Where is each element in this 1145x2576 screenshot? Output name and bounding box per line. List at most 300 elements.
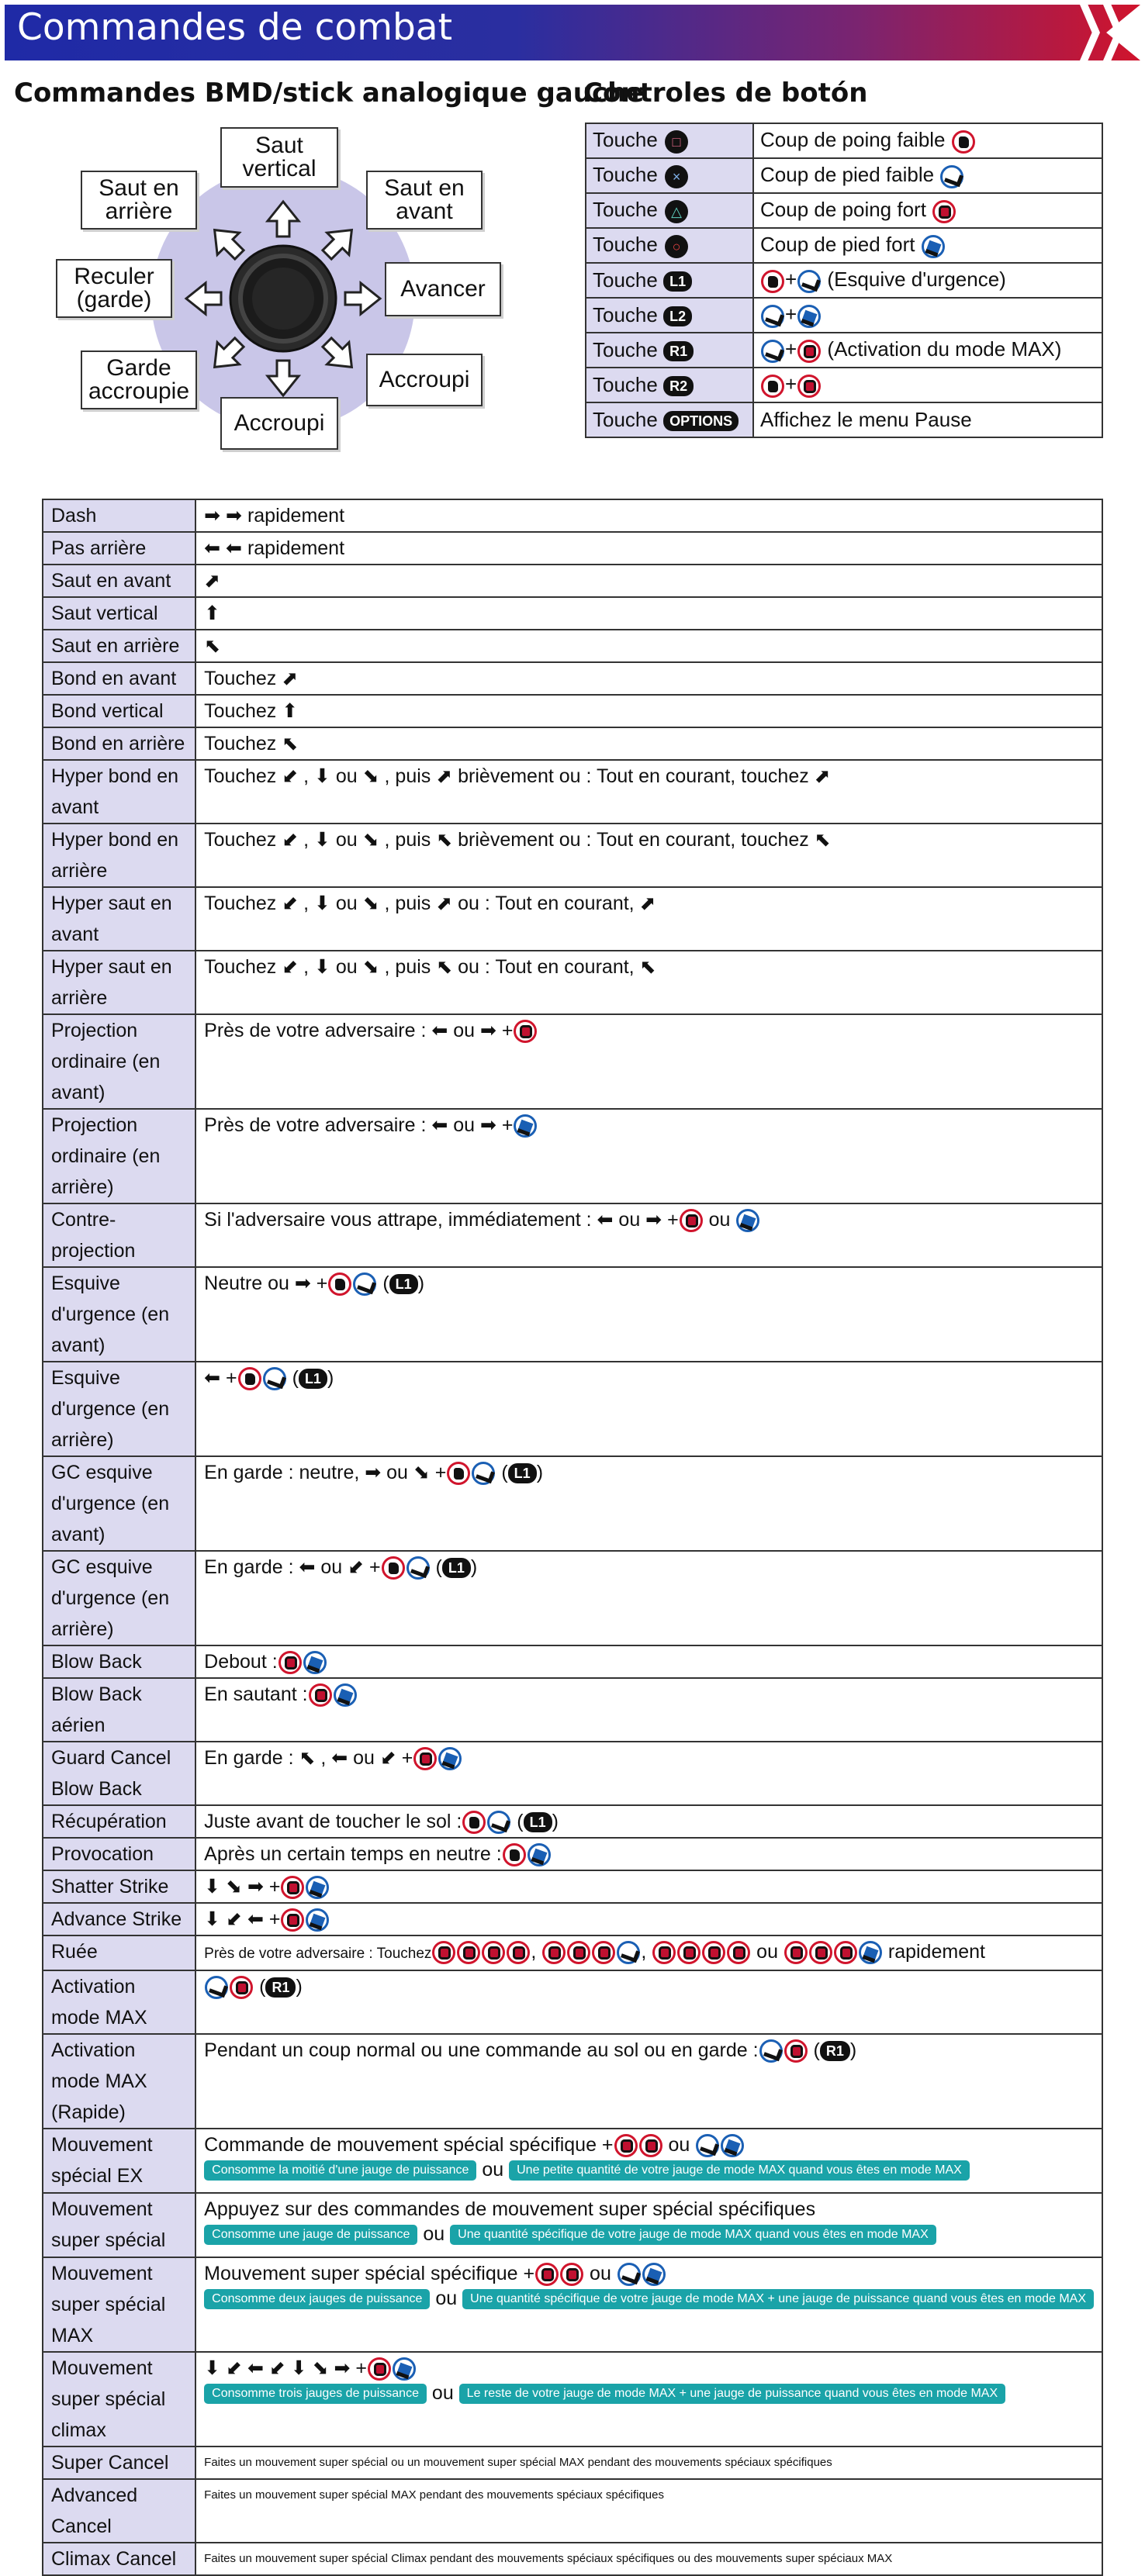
button-tag-r2: R2 bbox=[663, 376, 694, 396]
command-text: En garde : neutre, ➡ ou ⬊ + bbox=[204, 1462, 447, 1483]
command-text: ou bbox=[426, 2382, 459, 2404]
command-text: Faites un mouvement super spécial Climax pendant des mouvements spéciaux spécifiques ou des mouvements super spéciaux MAX bbox=[204, 2552, 893, 2565]
stick-label-up-back: Saut en arrière bbox=[81, 171, 197, 230]
heavy-punch-icon bbox=[702, 1941, 725, 1964]
command-row bbox=[43, 1109, 1102, 1203]
heavy-punch-icon bbox=[677, 1941, 700, 1964]
button-action bbox=[753, 263, 1102, 298]
heavy-kick-icon bbox=[334, 1683, 357, 1707]
condition-line bbox=[204, 2381, 1094, 2405]
command-input bbox=[195, 630, 1102, 662]
command-text: ⬆ bbox=[282, 700, 299, 722]
light-punch-icon bbox=[761, 270, 784, 293]
heavy-punch-icon bbox=[278, 1651, 302, 1674]
light-kick-icon bbox=[353, 1272, 376, 1296]
heavy-punch-icon bbox=[614, 2134, 638, 2157]
command-name: Projection ordinaire (en arrière) bbox=[43, 1109, 195, 1203]
command-name: Saut en arrière bbox=[43, 630, 195, 662]
command-text: Près de votre adversaire : Touchez bbox=[204, 1946, 432, 1962]
command-input bbox=[195, 1645, 1102, 1678]
heavy-punch-icon bbox=[507, 1941, 530, 1964]
command-name: Mouvement super spécial climax bbox=[43, 2352, 195, 2447]
command-text: Touchez ⬋ , ⬇ ou ⬊ , puis ⬉ ou : Tout en courant, ⬉ bbox=[204, 956, 656, 978]
command-name: Hyper bond en avant bbox=[43, 760, 195, 824]
light-kick-icon bbox=[761, 340, 784, 363]
command-input-line bbox=[204, 951, 1094, 982]
command-text: Commande de mouvement spécial spécifique + bbox=[204, 2134, 614, 2156]
command-name: Hyper saut en arrière bbox=[43, 951, 195, 1014]
button-row bbox=[586, 402, 1102, 437]
command-row bbox=[43, 951, 1102, 1014]
command-text: ou bbox=[751, 1941, 784, 1963]
command-input-line bbox=[204, 696, 1094, 727]
command-input bbox=[195, 951, 1102, 1014]
light-kick-icon bbox=[205, 1976, 228, 1999]
command-text: rapidement bbox=[882, 1941, 985, 1963]
command-text: ) bbox=[536, 1462, 544, 1483]
command-name: Blow Back aérien bbox=[43, 1678, 195, 1742]
command-input bbox=[195, 1109, 1102, 1203]
command-name: Guard Cancel Blow Back bbox=[43, 1742, 195, 1805]
command-row bbox=[43, 532, 1102, 565]
heavy-kick-icon bbox=[859, 1941, 882, 1964]
button-tag-l1: L1 bbox=[299, 1369, 327, 1389]
command-input bbox=[195, 1456, 1102, 1551]
circle-button-icon: ○ bbox=[665, 235, 688, 258]
command-text: + bbox=[785, 372, 797, 396]
command-input bbox=[195, 2479, 1102, 2543]
heavy-kick-icon bbox=[306, 1908, 329, 1932]
command-text: rapidement bbox=[242, 537, 345, 559]
button-tag-r1: R1 bbox=[820, 2041, 850, 2061]
command-text: , bbox=[641, 1941, 652, 1963]
command-row bbox=[43, 565, 1102, 597]
heavy-punch-icon bbox=[560, 2263, 583, 2286]
command-input bbox=[195, 2129, 1102, 2193]
button-row bbox=[586, 263, 1102, 298]
command-row bbox=[43, 1935, 1102, 1970]
command-input bbox=[195, 2034, 1102, 2129]
command-name: Hyper bond en arrière bbox=[43, 824, 195, 887]
command-name: Esquive d'urgence (en arrière) bbox=[43, 1362, 195, 1456]
button-action bbox=[753, 228, 1102, 263]
command-input-line bbox=[204, 2129, 1094, 2160]
button-action bbox=[753, 123, 1102, 158]
command-text: Touchez ⬋ , ⬇ ou ⬊ , puis ⬈ brièvement ou : Tout en courant, touchez ⬈ bbox=[204, 765, 831, 787]
command-text: ( bbox=[496, 1462, 508, 1483]
command-input-line bbox=[204, 761, 1094, 792]
command-input bbox=[195, 1267, 1102, 1362]
button-label bbox=[586, 402, 753, 437]
heavy-punch-icon bbox=[652, 1941, 676, 1964]
command-input-line bbox=[204, 1552, 1094, 1583]
light-kick-icon bbox=[617, 2263, 641, 2286]
command-text: Affichez le menu Pause bbox=[760, 408, 972, 431]
command-text: Faites un mouvement super spécial ou un mouvement super spécial MAX pendant des mouvements spéciaux spécifiques bbox=[204, 2456, 832, 2469]
button-tag-l1: L1 bbox=[524, 1812, 552, 1832]
button-tag-l1: L1 bbox=[508, 1463, 537, 1483]
condition-pill: Consomme une jauge de puissance bbox=[204, 2225, 417, 2245]
condition-pill: Consomme deux jauges de puissance bbox=[204, 2289, 430, 2309]
command-text: + bbox=[785, 302, 797, 326]
command-name: Activation mode MAX (Rapide) bbox=[43, 2034, 195, 2129]
command-name: Mouvement spécial EX bbox=[43, 2129, 195, 2193]
command-name: Esquive d'urgence (en avant) bbox=[43, 1267, 195, 1362]
command-row bbox=[43, 1267, 1102, 1362]
heavy-punch-icon bbox=[784, 2039, 808, 2063]
command-input bbox=[195, 824, 1102, 887]
command-name: Pas arrière bbox=[43, 532, 195, 565]
heavy-punch-icon bbox=[432, 1941, 455, 1964]
command-text: ou bbox=[430, 2288, 463, 2309]
command-text: ( bbox=[430, 1556, 442, 1578]
command-input-line bbox=[204, 2447, 1094, 2478]
command-row bbox=[43, 1645, 1102, 1678]
command-text: ⬈ bbox=[282, 668, 299, 689]
button-controls-table bbox=[585, 123, 1103, 438]
command-input-line bbox=[204, 500, 1094, 531]
command-input bbox=[195, 1870, 1102, 1903]
command-input bbox=[195, 760, 1102, 824]
command-input bbox=[195, 887, 1102, 951]
command-input bbox=[195, 2193, 1102, 2257]
command-row bbox=[43, 630, 1102, 662]
command-input-line bbox=[204, 2543, 1094, 2574]
condition-line bbox=[204, 2157, 1094, 2182]
button-row bbox=[586, 298, 1102, 333]
command-name: Saut en avant bbox=[43, 565, 195, 597]
command-text: ) bbox=[417, 1272, 425, 1294]
command-input-line bbox=[204, 1646, 1094, 1677]
command-text: ) bbox=[470, 1556, 478, 1578]
heavy-kick-icon bbox=[528, 1843, 551, 1866]
cross-button-icon: × bbox=[665, 165, 688, 188]
command-input-line bbox=[204, 1204, 1094, 1235]
command-text: Touchez ⬋ , ⬇ ou ⬊ , puis ⬈ ou : Tout en courant, ⬈ bbox=[204, 893, 656, 914]
button-row bbox=[586, 158, 1102, 193]
touche-text: Touche bbox=[593, 233, 664, 257]
button-label bbox=[586, 298, 753, 333]
command-row bbox=[43, 1551, 1102, 1645]
touche-text: Touche bbox=[593, 268, 664, 292]
button-label bbox=[586, 158, 753, 193]
heavy-punch-icon bbox=[680, 1209, 703, 1232]
command-row bbox=[43, 2543, 1102, 2575]
command-input bbox=[195, 2543, 1102, 2575]
command-row bbox=[43, 824, 1102, 887]
command-name: Bond vertical bbox=[43, 695, 195, 727]
command-text: Touchez bbox=[204, 668, 282, 689]
command-row bbox=[43, 2479, 1102, 2543]
command-row bbox=[43, 2352, 1102, 2447]
command-text: En garde : ⬉ , ⬅ ou ⬋ + bbox=[204, 1747, 413, 1769]
command-row bbox=[43, 1014, 1102, 1109]
command-text: Touchez bbox=[204, 733, 282, 754]
command-text: ) bbox=[552, 1811, 559, 1832]
command-row bbox=[43, 1903, 1102, 1935]
condition-pill: Le reste de votre jauge de mode MAX + une jauge de puissance quand vous êtes en mode MAX bbox=[459, 2384, 1005, 2404]
command-text: rapidement bbox=[242, 505, 345, 527]
command-text: ⬉ bbox=[204, 635, 221, 657]
command-row bbox=[43, 2129, 1102, 2193]
command-input-line bbox=[204, 630, 1094, 661]
command-input-line bbox=[204, 2194, 1094, 2225]
heavy-punch-icon bbox=[592, 1941, 615, 1964]
condition-pill: Une quantité spécifique de votre jauge de mode MAX quand vous êtes en mode MAX bbox=[450, 2225, 936, 2245]
condition-line bbox=[204, 2286, 1094, 2311]
command-text: Faites un mouvement super spécial MAX pendant des mouvements spéciaux spécifiques bbox=[204, 2488, 664, 2502]
heavy-punch-icon bbox=[413, 1747, 437, 1770]
button-action bbox=[753, 298, 1102, 333]
touche-text: Touche bbox=[593, 128, 664, 152]
light-punch-icon bbox=[238, 1367, 261, 1390]
stick-label-down-forward: Accroupi bbox=[366, 354, 483, 406]
touche-text: Touche bbox=[593, 163, 664, 187]
command-input bbox=[195, 597, 1102, 630]
command-name: Shatter Strike bbox=[43, 1870, 195, 1903]
command-text: Après un certain temps en neutre : bbox=[204, 1843, 502, 1865]
command-input-line bbox=[204, 1268, 1094, 1299]
button-label bbox=[586, 123, 753, 158]
command-text: Neutre ou ➡ + bbox=[204, 1272, 328, 1294]
command-text: , bbox=[531, 1941, 542, 1963]
command-row bbox=[43, 597, 1102, 630]
command-input bbox=[195, 2352, 1102, 2447]
light-kick-icon bbox=[797, 270, 821, 293]
command-text: Touchez ⬋ , ⬇ ou ⬊ , puis ⬉ brièvement ou : Tout en courant, touchez ⬉ bbox=[204, 829, 831, 851]
touche-text: Touche bbox=[593, 373, 664, 396]
command-input-line bbox=[204, 1742, 1094, 1773]
command-text: (Activation du mode MAX) bbox=[822, 337, 1062, 361]
square-button-icon: □ bbox=[665, 130, 688, 154]
command-input-line bbox=[204, 1806, 1094, 1837]
command-text: + bbox=[785, 337, 797, 361]
heavy-punch-icon bbox=[567, 1941, 590, 1964]
command-input-line bbox=[204, 1110, 1094, 1141]
command-input-line bbox=[204, 1457, 1094, 1488]
heavy-punch-icon bbox=[482, 1941, 505, 1964]
command-input bbox=[195, 1362, 1102, 1456]
command-row bbox=[43, 1742, 1102, 1805]
command-name: Mouvement super spécial MAX bbox=[43, 2257, 195, 2352]
page-title: Commandes de combat bbox=[17, 6, 453, 49]
command-input-line bbox=[204, 2258, 1094, 2289]
command-row bbox=[43, 1678, 1102, 1742]
command-row bbox=[43, 1456, 1102, 1551]
button-action bbox=[753, 333, 1102, 368]
command-text: Touchez bbox=[204, 700, 282, 722]
heavy-kick-icon bbox=[303, 1651, 327, 1674]
command-row bbox=[43, 2193, 1102, 2257]
heavy-punch-icon bbox=[834, 1941, 857, 1964]
stick-label-down-back: Garde accroupie bbox=[81, 350, 197, 409]
command-text: ⬅ ⬅ bbox=[204, 537, 242, 559]
command-input bbox=[195, 2447, 1102, 2479]
light-kick-icon bbox=[940, 165, 963, 188]
command-name: Activation mode MAX bbox=[43, 1970, 195, 2034]
command-name: Bond en avant bbox=[43, 662, 195, 695]
heavy-kick-icon bbox=[514, 1114, 537, 1138]
command-row bbox=[43, 760, 1102, 824]
heavy-punch-icon bbox=[535, 2263, 559, 2286]
light-kick-icon bbox=[761, 305, 784, 328]
command-input-line bbox=[204, 728, 1094, 759]
light-kick-icon bbox=[759, 2039, 783, 2063]
stick-label-up-forward: Saut en avant bbox=[366, 171, 483, 230]
command-input-line bbox=[204, 1839, 1094, 1870]
heavy-punch-icon bbox=[932, 200, 956, 223]
command-text: ou bbox=[703, 1209, 736, 1231]
command-input bbox=[195, 1551, 1102, 1645]
button-label bbox=[586, 368, 753, 402]
command-input bbox=[195, 1203, 1102, 1267]
condition-pill: Une quantité spécifique de votre jauge de mode MAX + une jauge de puissance quand vous êtes en mode MAX bbox=[462, 2289, 1094, 2309]
button-row bbox=[586, 228, 1102, 263]
command-text: ou bbox=[584, 2263, 617, 2284]
command-input bbox=[195, 662, 1102, 695]
command-text: Coup de pied fort bbox=[760, 233, 921, 257]
command-text: ⬈ bbox=[204, 570, 221, 592]
command-name: GC esquive d'urgence (en arrière) bbox=[43, 1551, 195, 1645]
stick-diagram bbox=[47, 124, 512, 465]
command-text: En garde : ⬅ ou ⬋ + bbox=[204, 1556, 381, 1578]
command-row bbox=[43, 662, 1102, 695]
light-punch-icon bbox=[761, 375, 784, 398]
command-text: ⬇ ⬋ ⬅ ⬋ ⬇ ⬊ ➡ + bbox=[204, 2357, 368, 2379]
command-input-line bbox=[204, 1015, 1094, 1046]
command-name: Bond en arrière bbox=[43, 727, 195, 760]
command-text: ( bbox=[808, 2039, 820, 2061]
command-text: ou bbox=[476, 2159, 510, 2181]
command-row bbox=[43, 1870, 1102, 1903]
command-input-line bbox=[204, 2480, 1094, 2511]
command-input-line bbox=[204, 888, 1094, 919]
command-name: Contre-projection bbox=[43, 1203, 195, 1267]
command-input bbox=[195, 695, 1102, 727]
command-text: ⬆ bbox=[204, 603, 221, 624]
command-input bbox=[195, 499, 1102, 532]
command-input-line bbox=[204, 598, 1094, 629]
command-name: Climax Cancel bbox=[43, 2543, 195, 2575]
heavy-punch-icon bbox=[230, 1976, 253, 1999]
command-text: ( bbox=[286, 1367, 299, 1389]
button-label bbox=[586, 228, 753, 263]
command-text: ➡ ➡ bbox=[204, 505, 242, 527]
command-input bbox=[195, 1014, 1102, 1109]
command-text: ⬅ + bbox=[204, 1367, 237, 1389]
light-punch-icon bbox=[447, 1462, 470, 1485]
light-kick-icon bbox=[406, 1556, 430, 1580]
command-input-line bbox=[204, 1971, 1094, 2002]
command-input-line bbox=[204, 2353, 1094, 2384]
command-name: Ruée bbox=[43, 1935, 195, 1970]
button-tag-l1: L1 bbox=[442, 1558, 471, 1578]
command-text: Près de votre adversaire : ⬅ ou ➡ + bbox=[204, 1020, 514, 1041]
command-name: Super Cancel bbox=[43, 2447, 195, 2479]
command-name: Mouvement super spécial bbox=[43, 2193, 195, 2257]
heavy-punch-icon bbox=[797, 375, 821, 398]
stick-label-up: Saut vertical bbox=[220, 127, 338, 188]
heavy-punch-icon bbox=[542, 1941, 566, 1964]
command-row bbox=[43, 2034, 1102, 2129]
heavy-kick-icon bbox=[797, 305, 821, 328]
heavy-punch-icon bbox=[457, 1941, 480, 1964]
command-row bbox=[43, 499, 1102, 532]
stick-section-heading: Commandes BMD/stick analogique gauche bbox=[14, 78, 645, 109]
heavy-punch-icon bbox=[797, 340, 821, 363]
command-row bbox=[43, 2257, 1102, 2352]
command-text: ) bbox=[296, 1976, 303, 1998]
button-action bbox=[753, 368, 1102, 402]
command-input bbox=[195, 1742, 1102, 1805]
command-text: ⬉ bbox=[282, 733, 299, 754]
command-name: Blow Back bbox=[43, 1645, 195, 1678]
button-row bbox=[586, 333, 1102, 368]
triangle-button-icon: △ bbox=[665, 200, 688, 223]
heavy-punch-icon bbox=[784, 1941, 808, 1964]
condition-pill: Consomme trois jauges de puissance bbox=[204, 2384, 427, 2404]
touche-text: Touche bbox=[593, 408, 664, 431]
command-input-line bbox=[204, 1362, 1094, 1393]
button-tag-r1: R1 bbox=[663, 341, 694, 361]
heavy-kick-icon bbox=[922, 235, 945, 258]
command-input-line bbox=[204, 663, 1094, 694]
command-name: Advance Strike bbox=[43, 1903, 195, 1935]
command-name: Hyper saut en avant bbox=[43, 887, 195, 951]
button-label bbox=[586, 263, 753, 298]
command-text: ( bbox=[254, 1976, 266, 1998]
command-text: ⬇ ⬋ ⬅ + bbox=[204, 1908, 281, 1930]
command-input bbox=[195, 1935, 1102, 1970]
stick-label-back: Reculer (garde) bbox=[56, 259, 172, 318]
command-row bbox=[43, 727, 1102, 760]
button-tag-l1: L1 bbox=[389, 1274, 418, 1294]
button-row bbox=[586, 193, 1102, 228]
command-text: ( bbox=[511, 1811, 524, 1832]
command-name: Récupération bbox=[43, 1805, 195, 1838]
heavy-punch-icon bbox=[639, 2134, 662, 2157]
heavy-punch-icon bbox=[281, 1876, 304, 1899]
command-text: Près de votre adversaire : ⬅ ou ➡ + bbox=[204, 1114, 514, 1136]
command-text: ou bbox=[662, 2134, 696, 2156]
command-text: (Esquive d'urgence) bbox=[822, 268, 1006, 292]
button-action bbox=[753, 402, 1102, 437]
light-kick-icon bbox=[472, 1462, 495, 1485]
command-text: Juste avant de toucher le sol : bbox=[204, 1811, 462, 1832]
button-tag-options: OPTIONS bbox=[663, 411, 739, 431]
heavy-kick-icon bbox=[393, 2357, 416, 2381]
button-row bbox=[586, 123, 1102, 158]
button-action bbox=[753, 158, 1102, 193]
button-action bbox=[753, 193, 1102, 228]
command-input-line bbox=[204, 1871, 1094, 1902]
command-input-line bbox=[204, 533, 1094, 564]
command-input bbox=[195, 532, 1102, 565]
button-tag-l2: L2 bbox=[663, 306, 692, 326]
command-input bbox=[195, 727, 1102, 760]
touche-text: Touche bbox=[593, 338, 664, 361]
button-section-heading: Controles de botón bbox=[583, 78, 868, 109]
button-row bbox=[586, 368, 1102, 402]
command-text: Coup de pied faible bbox=[760, 163, 940, 187]
heavy-kick-icon bbox=[736, 1209, 759, 1232]
stick-label-down: Accroupi bbox=[220, 397, 338, 450]
command-row bbox=[43, 1203, 1102, 1267]
heavy-punch-icon bbox=[309, 1683, 332, 1707]
heavy-kick-icon bbox=[438, 1747, 462, 1770]
heavy-kick-icon bbox=[642, 2263, 666, 2286]
command-input-line bbox=[204, 1904, 1094, 1935]
